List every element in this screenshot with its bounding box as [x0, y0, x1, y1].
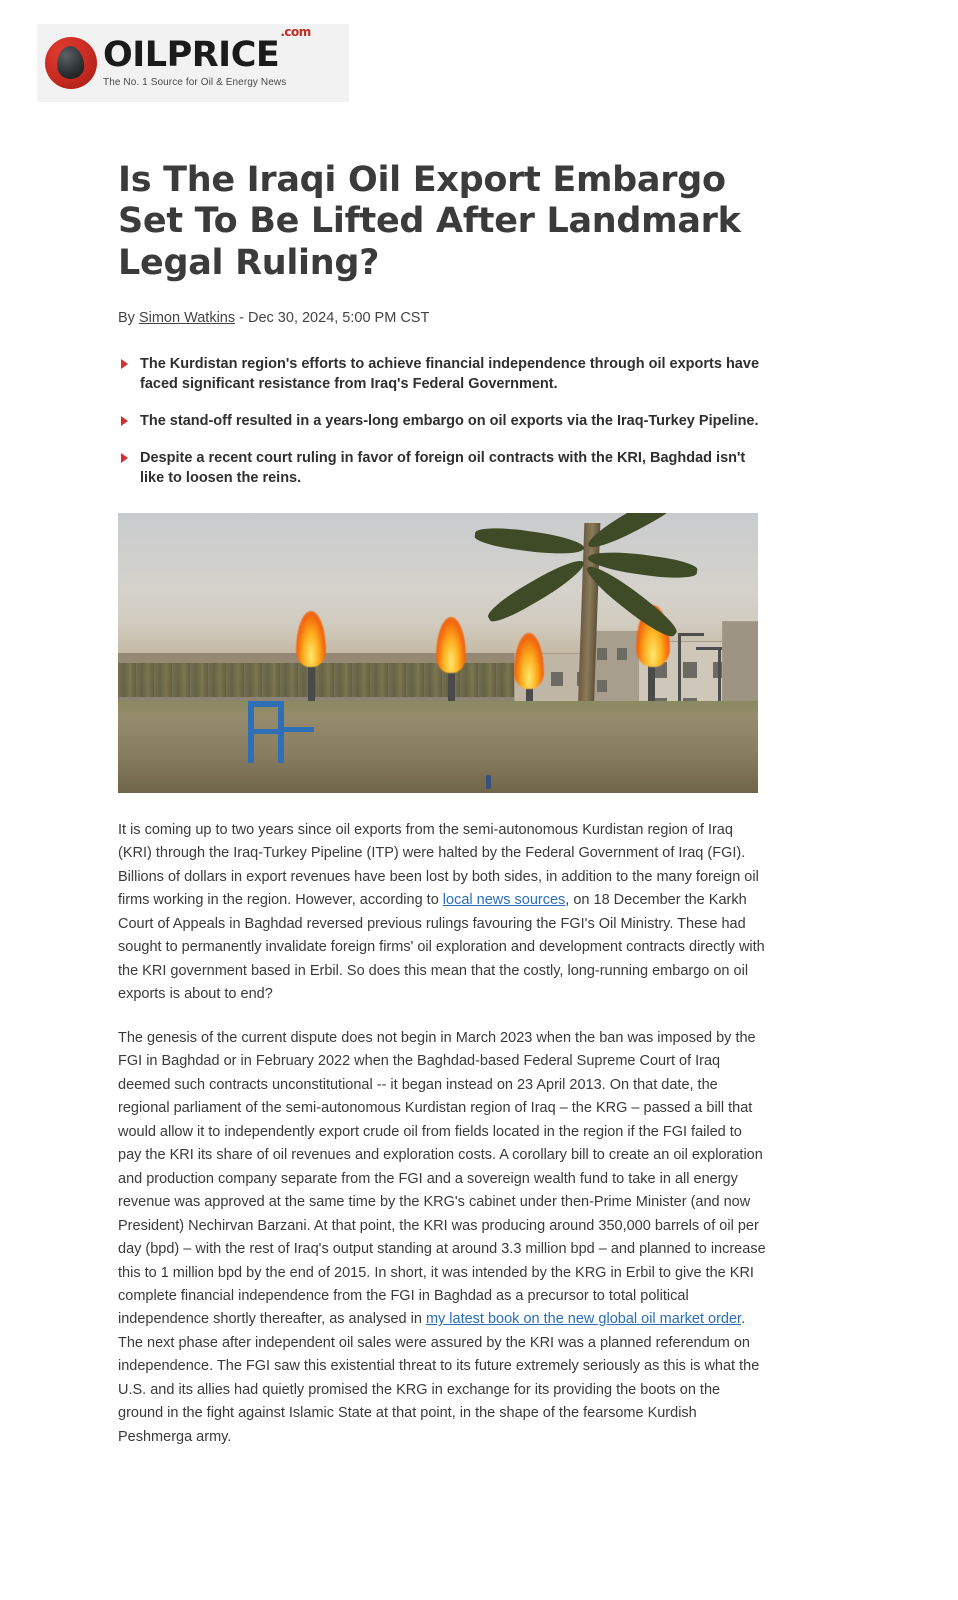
paragraph-2-text-a: The genesis of the current dispute does not begin in March 2023 when the ban was imposed by the FGI in Baghdad or in February 2022 when the Baghdad-based Federal Supreme Court of Iraq deemed such contracts unconstitutional -- it began instead on 23 April 2013. On that date, the regional parliament of the semi-autonomous Kurdistan region of Iraq – the KRG – passed a bill that would allow it to independently export crude oil from fields located in the region if the FGI failed to pay the KRI its share of oil revenues and exploration costs. A corollary bill to create an oil exploration and production company separate from the FGI and a sovereign wealth fund to take in all energy revenue was approved at the same time by the KRG's cabinet under then-Prime Minister (and now President) Nechirvan Barzani. At that point, the KRI was producing around 350,000 barrels of oil per day (bpd) – with the rest of Iraq's output standing at around 3.3 million bpd – and planned to increase this to 1 million bpd by the end of 2015. In short, it was intended by the KRG in Erbil to give the KRI complete financial independence from the FGI in Baghdad as a precursor to total political independence shortly thereafter, as analysed in — [118, 1029, 766, 1328]
list-item — [118, 448, 766, 489]
image-ground — [118, 701, 758, 793]
byline-date: - Dec 30, 2024, 5:00 PM CST — [235, 309, 430, 326]
logo-text — [103, 25, 311, 88]
logo-tagline: The No. 1 Source for Oil & Energy News — [103, 77, 287, 88]
triangle-bullet-icon — [121, 359, 128, 369]
article-paragraph-2 — [118, 1027, 766, 1450]
image-dirt-road — [118, 751, 758, 793]
triangle-bullet-icon — [121, 416, 128, 426]
logo-word-price: PRICE — [166, 35, 280, 75]
byline-prefix: By — [118, 309, 139, 326]
paragraph-2-text-b: . The next phase after independent oil sales were assured by the KRI was a planned referendum on independence. The FGI saw this existential threat to its future extremely seriously as this is what the U.S. and its allies had quietly promised the KRG in exchange for its providing the boots on the ground in the fight against Islamic State at that point, in the shape of the fearsome Kurdish Peshmerga army. — [118, 1311, 760, 1445]
list-item — [118, 354, 766, 395]
oil-drop-icon — [45, 37, 97, 89]
triangle-bullet-icon — [121, 453, 128, 463]
article-image-oil-field-flares — [118, 513, 758, 793]
author-link[interactable]: Simon Watkins — [138, 309, 236, 326]
list-item-text: Despite a recent court ruling in favor of foreign oil contracts with the KRI, Baghdad isn't like to loosen the reins. — [140, 449, 746, 487]
paragraph-1-text-b: , on 18 December the Karkh Court of Appeals in Baghdad reversed previous rulings favouring the FGI's Oil Ministry. These had sought to permanently invalidate foreign firms' oil exploration and development contracts directly with the KRI government based in Erbil. So does this mean that the costly, long-running embargo on oil exports is about to end? — [118, 892, 765, 1003]
image-person — [486, 775, 491, 789]
byline — [118, 310, 766, 326]
image-lamp-arm — [696, 647, 722, 650]
site-logo[interactable] — [37, 24, 349, 102]
list-item-text: The stand-off resulted in a years-long embargo on oil exports via the Iraq-Turkey Pipeline. — [140, 413, 759, 430]
list-item-text: The Kurdistan region's efforts to achieve financial independence through oil exports have faced significant resistance from Iraq's Federal Government. — [140, 355, 760, 393]
article-paragraph-1 — [118, 819, 766, 1007]
key-points-list — [118, 354, 766, 489]
image-lamp-arm — [678, 633, 704, 636]
image-blue-structure — [248, 701, 316, 763]
paragraph-1-text-a: It is coming up to two years since oil exports from the semi-autonomous Kurdistan region of Iraq (KRI) through the Iraq-Turkey Pipeline (ITP) were halted by the Federal Government of Iraq (FGI). Billions of dollars in export revenues have been lost by both sides, in addition to the many foreign oil firms working in the region. However, according to — [118, 821, 759, 909]
inline-link-book[interactable]: my latest book on the new global oil market order — [425, 1311, 742, 1328]
list-item — [118, 411, 766, 432]
article-container — [118, 160, 766, 1469]
page-title: Is The Iraqi Oil Export Embargo Set To Be Lifted After Landmark Legal Ruling? — [118, 160, 741, 283]
logo-word-com: .com — [280, 25, 311, 39]
logo-wordmark — [103, 25, 311, 75]
logo-word-oil: OIL — [103, 35, 167, 75]
inline-link-local-news-sources[interactable]: local news sources — [442, 892, 566, 909]
